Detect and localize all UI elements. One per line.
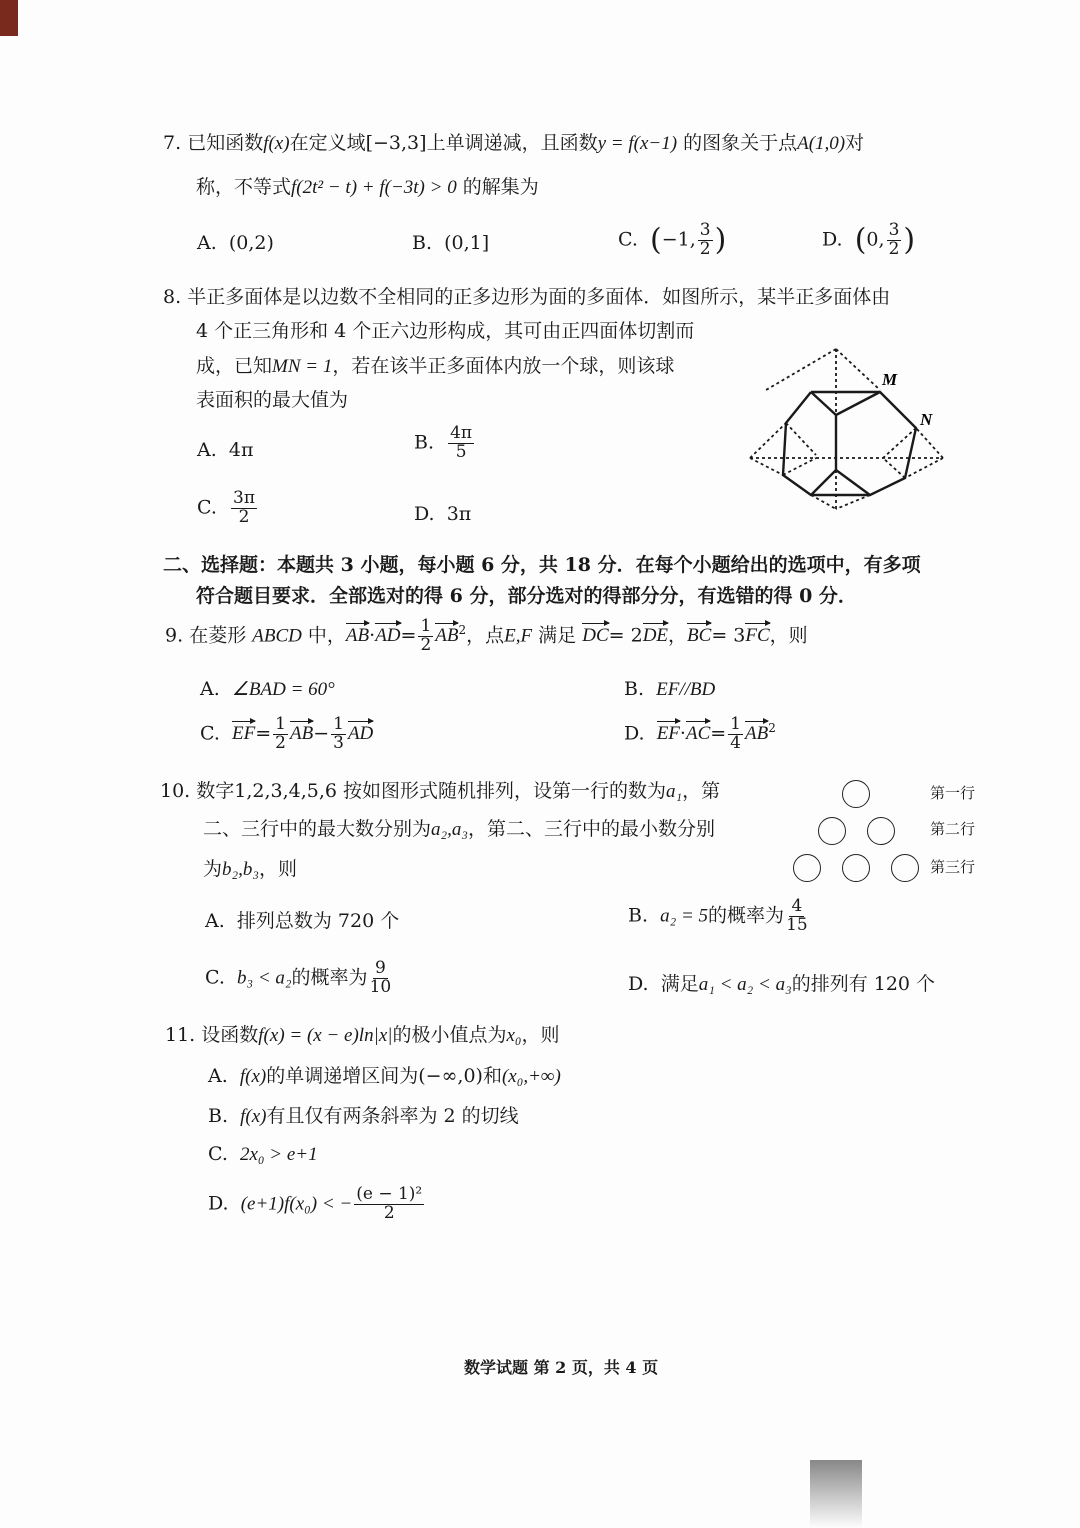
- row-label-3: 第三行: [930, 858, 976, 876]
- option-label: B.: [628, 904, 649, 927]
- vector: AB: [435, 625, 459, 647]
- math: = 3: [711, 624, 746, 647]
- section2-instructions: 符合题目要求．全部选对的得 6 分，部分选对的得部分分，有选错的得 0 分．: [196, 585, 857, 607]
- text: 称，不等式: [196, 176, 292, 198]
- fraction: [728, 716, 743, 753]
- option-text: 0,: [866, 228, 885, 251]
- math: f(2t² − t) + f(−3t) > 0: [291, 177, 457, 198]
- numerator: 4: [791, 896, 803, 916]
- q11-stem: [165, 1024, 560, 1048]
- circle-slot: [842, 854, 870, 882]
- math: MN = 1: [272, 356, 333, 377]
- denominator: 10: [369, 976, 392, 997]
- math: −: [313, 722, 330, 745]
- text: 的单调递增区间为: [266, 1065, 419, 1087]
- q8-option-b: [414, 425, 476, 462]
- q10-option-c: [205, 960, 393, 997]
- text: 的概率为: [291, 966, 368, 989]
- q8-option-a: [197, 439, 253, 462]
- option-label: B.: [208, 1105, 229, 1127]
- q10-line3: [203, 858, 297, 882]
- text: 的概率为: [708, 904, 785, 927]
- fraction: [331, 716, 346, 753]
- fraction: [231, 490, 257, 527]
- fraction: [418, 618, 433, 655]
- option-text: ∠BAD = 60°: [231, 679, 335, 700]
- fraction: [448, 425, 474, 462]
- q7-option-b: [412, 232, 489, 255]
- text: 的排列有 120 个: [791, 973, 936, 995]
- text: ，则: [258, 858, 297, 880]
- math: (−∞,0): [418, 1065, 483, 1087]
- text: ，则: [769, 624, 808, 647]
- text: ，第: [682, 780, 721, 802]
- option-label: C.: [208, 1143, 228, 1165]
- option-label: A.: [197, 439, 217, 461]
- numerator: 3π: [233, 488, 255, 508]
- math: = 2: [608, 624, 643, 647]
- numerator: 1: [420, 616, 432, 636]
- numerator: 1: [333, 714, 344, 734]
- math: f(x) = (x − e)ln|x|: [258, 1025, 393, 1046]
- q10-line1: [160, 780, 720, 804]
- denominator: 2: [275, 732, 286, 753]
- circle-slot: [842, 780, 870, 808]
- vector: BC: [687, 625, 712, 647]
- q11-option-b: [208, 1105, 519, 1129]
- row-label-1: 第一行: [930, 784, 976, 802]
- q9-option-d: D. EF·AC= $\frac{1}{4}$ $AB^2$: [624, 714, 776, 753]
- option-text: 4π: [228, 439, 254, 461]
- option-label: A.: [208, 1065, 228, 1087]
- fraction: [354, 1186, 424, 1223]
- option-label: D.: [628, 973, 649, 995]
- scan-corner-mark: [0, 0, 18, 36]
- row-label-2: 第二行: [930, 820, 976, 838]
- q8-option-d: [414, 503, 471, 526]
- question-number: 11.: [165, 1024, 196, 1046]
- math: ·: [679, 722, 686, 745]
- math: 2x₀ > e+1: [240, 1144, 318, 1165]
- math: f(x): [239, 1066, 267, 1087]
- circle-slot: [818, 817, 846, 845]
- q9-stem: 9. 在菱形 ABCD 中，AB·AD= $\frac{1}{2}$ $AB^2$，点E,F 满足 DC= 2DE，BC= 3FC，则: [165, 616, 808, 655]
- q8-line2: 4 个正三角形和 4 个正六边形构成，其可由正四面体切割而: [196, 320, 695, 342]
- math: A(1,0): [797, 133, 846, 154]
- q7-option-d: D. (0, $\frac{3}{2}$ ): [822, 220, 916, 259]
- math: =: [710, 722, 727, 745]
- math: [−3,3]: [365, 132, 427, 154]
- text: 的极小值点为: [392, 1024, 507, 1046]
- numerator: 1: [730, 714, 741, 734]
- option-text: −1,: [661, 228, 696, 251]
- option-label: D.: [208, 1192, 229, 1215]
- option-label: A.: [205, 910, 225, 932]
- math: b₂,b₃: [222, 859, 259, 880]
- option-text: EF//BD: [656, 679, 716, 700]
- option-label: C.: [200, 722, 220, 745]
- q11-option-a: [208, 1065, 561, 1089]
- q7-line1: [163, 132, 864, 156]
- numerator: 4π: [450, 423, 473, 443]
- fraction: [887, 222, 902, 259]
- q8-line3: [196, 355, 674, 379]
- fraction: [786, 898, 808, 935]
- vector: FC: [745, 625, 770, 647]
- math: x₀: [506, 1025, 522, 1046]
- math: a₂ = 5: [660, 905, 709, 927]
- q9-option-b: [624, 678, 715, 702]
- q10-option-a: [205, 910, 399, 933]
- option-label: A.: [200, 678, 220, 700]
- text: 和: [482, 1065, 502, 1087]
- math: ·: [369, 624, 376, 647]
- text: 已知函数: [187, 132, 264, 154]
- text: 半正多面体是以边数不全相同的正多边形为面的多面体．如图所示，某半正多面体由: [187, 286, 891, 308]
- option-text: (0,2): [228, 232, 274, 254]
- math: f(x): [240, 1106, 267, 1127]
- vector: AC: [685, 723, 711, 745]
- text: 数字1,2,3,4,5,6 按如图形式随机排列，设第一行的数为: [196, 780, 667, 802]
- text: 的解集为: [462, 176, 539, 198]
- math: y = f(x−1): [597, 133, 678, 154]
- option-label: A.: [197, 232, 217, 254]
- math: a₁ < a₂ < a₃: [698, 974, 792, 995]
- option-label: B.: [412, 232, 433, 254]
- vector: DE: [642, 625, 669, 647]
- vector: EF: [232, 723, 256, 745]
- q7-option-a: [197, 232, 274, 255]
- denominator: 15: [786, 914, 808, 935]
- q11-option-c: [208, 1143, 318, 1167]
- math: a₂,a₃: [431, 819, 468, 840]
- text: 对: [845, 132, 865, 154]
- scan-artifact: [810, 1460, 862, 1528]
- text: 有且仅有两条斜率为 2 的切线: [266, 1105, 519, 1127]
- q9-option-a: [200, 678, 335, 702]
- math: f(x): [263, 133, 290, 154]
- question-number: 10.: [160, 780, 191, 802]
- math: a₁: [666, 781, 683, 802]
- question-number: 8.: [163, 286, 182, 308]
- math: ABCD: [252, 625, 302, 647]
- text: 满足: [660, 973, 699, 995]
- vector: AD: [375, 625, 401, 647]
- denominator: 4: [730, 732, 741, 753]
- denominator: 2: [699, 238, 711, 259]
- vector: DC: [582, 625, 609, 647]
- option-text: 3π: [446, 503, 472, 525]
- denominator: 3: [333, 732, 344, 753]
- vector: AB: [745, 723, 769, 745]
- q10-option-d: [628, 973, 935, 997]
- question-number: 7.: [163, 132, 182, 154]
- option-label: B.: [414, 431, 435, 454]
- text: 设函数: [201, 1024, 259, 1046]
- page-footer: 数学试题 第 2 页，共 4 页: [464, 1358, 659, 1377]
- denominator: 2: [383, 1202, 395, 1223]
- text: 中，: [307, 624, 346, 647]
- option-label: C.: [197, 496, 217, 519]
- dashed-edge: [836, 349, 880, 390]
- text: 在菱形: [189, 624, 247, 647]
- fraction: [698, 222, 713, 259]
- math: E,F: [504, 625, 533, 647]
- fraction: [273, 716, 288, 753]
- solid-edges: [783, 392, 916, 495]
- option-label: C.: [205, 966, 225, 989]
- vector: EF: [656, 723, 680, 745]
- math: =: [255, 722, 272, 745]
- vector: AB: [289, 723, 314, 745]
- text: ，则: [521, 1024, 560, 1046]
- polyhedron-figure: [748, 345, 948, 515]
- denominator: 2: [888, 238, 900, 259]
- text: 满足: [538, 624, 577, 647]
- option-label: B.: [624, 678, 645, 700]
- text: 成，已知: [196, 355, 273, 377]
- circle-slot: [891, 854, 919, 882]
- q7-line2: [196, 176, 539, 200]
- q8-line1: [163, 286, 890, 309]
- numerator: 1: [275, 714, 286, 734]
- q10-line2: [203, 818, 715, 842]
- numerator: 3: [699, 220, 711, 240]
- q9-option-c: [200, 716, 373, 753]
- q8-line4: 表面积的最大值为: [196, 389, 349, 411]
- q8-option-c: [197, 490, 259, 527]
- numerator: 3: [888, 220, 900, 240]
- denominator: 2: [238, 506, 250, 527]
- text: 为: [203, 858, 223, 880]
- text: ，点: [466, 624, 505, 647]
- option-label: C.: [618, 228, 638, 251]
- vector: AD: [347, 723, 374, 745]
- text: ，第二、三行中的最小数分别: [467, 818, 715, 840]
- text: ，: [668, 624, 688, 647]
- circle-slot: [793, 854, 821, 882]
- numerator: (e − 1)²: [356, 1184, 423, 1204]
- denominator: 2: [420, 634, 432, 655]
- q10-option-b: [628, 898, 810, 935]
- q11-option-d: [208, 1186, 426, 1223]
- option-text: (0,1]: [444, 232, 490, 254]
- option-label: D.: [624, 722, 645, 745]
- label-m: M: [882, 370, 898, 389]
- section2-heading: 二、选择题：本题共 3 小题，每小题 6 分，共 18 分．在每个小题给出的选项中，有多项: [163, 554, 921, 576]
- option-label: D.: [822, 228, 843, 251]
- text: ，若在该半正多面体内放一个球，则该球: [332, 355, 675, 377]
- text: 的图象关于点: [683, 132, 798, 154]
- denominator: 5: [455, 441, 467, 462]
- vector: AB: [345, 625, 370, 647]
- option-text: 排列总数为 720 个: [236, 910, 400, 932]
- math: (e+1)f(x₀) < −: [240, 1193, 353, 1215]
- math: b₃ < a₂: [237, 967, 292, 989]
- numerator: 9: [374, 958, 386, 978]
- math: =: [400, 624, 417, 647]
- circle-slot: [867, 817, 895, 845]
- q7-option-c: C. (−1, $\frac{3}{2}$ ): [618, 220, 727, 259]
- math: (x₀,+∞): [501, 1066, 561, 1087]
- dashed-edge: [766, 349, 836, 390]
- option-label: D.: [414, 503, 435, 525]
- label-n: N: [920, 410, 933, 429]
- question-number: 9.: [165, 624, 184, 647]
- text: 二、三行中的最大数分别为: [203, 818, 432, 840]
- text: 上单调递减，且函数: [426, 132, 598, 154]
- text: 在定义域: [289, 132, 366, 154]
- fraction: [370, 960, 392, 997]
